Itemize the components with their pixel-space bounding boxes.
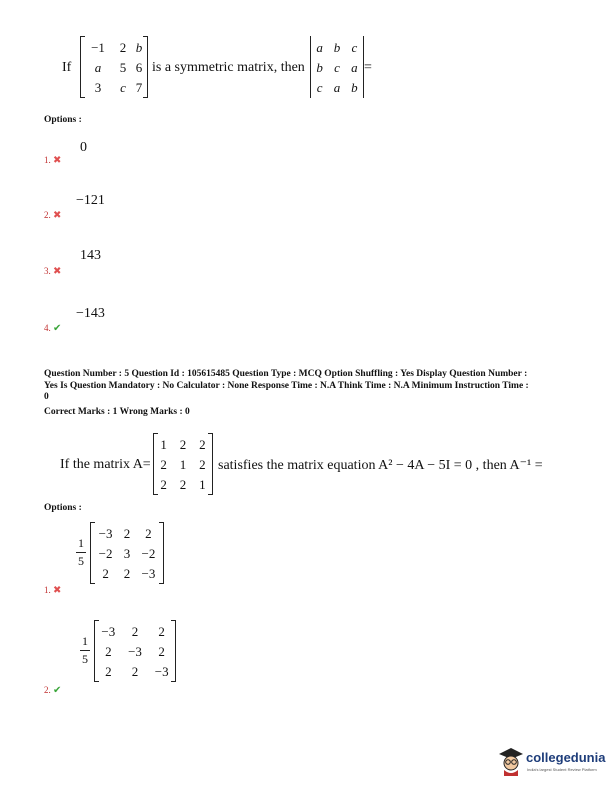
q4-matrix-cell: 5: [119, 60, 127, 75]
matrix-cell: 2: [102, 566, 109, 581]
matrix-cell: −3: [141, 566, 156, 581]
matrix-cell: 2: [158, 644, 165, 659]
q4-matrix-cell: −1: [91, 40, 105, 55]
q5-matrix-cell: 2: [179, 437, 187, 452]
det-cell: a: [333, 80, 341, 95]
q5-matrix-cell: 2: [160, 477, 167, 492]
matrix-cell: 3: [123, 546, 131, 561]
q5-option-1-matrix: [90, 522, 164, 584]
q4-option-2-number: 2. ✖: [44, 210, 62, 221]
q4-option-3-value: 143: [80, 248, 101, 263]
matrix-cell: 2: [158, 624, 165, 639]
fraction-bar: [76, 552, 86, 553]
q4-matrix-cell: 2: [119, 40, 127, 55]
q4-option-4-number: 4. ✔: [44, 323, 62, 334]
det-cell: c: [351, 40, 358, 55]
correct-icon: ✔: [53, 323, 62, 334]
q4-matrix-cell: 7: [135, 80, 143, 95]
q5-meta-line: Question Number : 5 Question Id : 105615485 Question Type : MCQ Option Shuffling : Yes Display Question Number :: [44, 369, 528, 379]
matrix-cell: 2: [105, 644, 112, 659]
q4-option-1-number: 1. ✖: [44, 155, 62, 166]
wrong-icon: ✖: [53, 585, 62, 596]
fraction-bar: [80, 650, 90, 651]
q5-marks: Correct Marks : 1 Wrong Marks : 0: [44, 407, 190, 417]
det-cell: c: [334, 60, 340, 75]
fraction-numerator: 1: [78, 536, 84, 550]
q5-options-label: Options :: [44, 503, 82, 513]
q4-equals: =: [364, 60, 372, 75]
fraction-denominator: 5: [82, 652, 88, 666]
matrix-cell: −2: [98, 546, 113, 561]
q4-matrix-cell: c: [120, 80, 126, 95]
matrix-cell: 2: [131, 664, 139, 679]
q4-matrix-cell: 6: [135, 60, 143, 75]
q4-options-label: Options :: [44, 115, 82, 125]
collegedunia-logo: [498, 746, 610, 780]
q4-prefix: If: [62, 60, 72, 75]
matrix-cell: 2: [105, 664, 112, 679]
matrix-cell: 2: [123, 566, 131, 581]
matrix-cell: −3: [128, 644, 142, 659]
wrong-icon: ✖: [53, 155, 62, 166]
wrong-icon: ✖: [53, 266, 62, 277]
q5-matrix-cell: 2: [199, 437, 206, 452]
fraction-denominator: 5: [78, 554, 84, 568]
logo-tagline: India's largest Student Review Platform: [527, 767, 597, 772]
det-cell: a: [316, 40, 323, 55]
q5-matrix-cell: 1: [160, 437, 167, 452]
q5-option-2-fraction: [80, 634, 90, 667]
q5-equation: satisfies the matrix equation A² − 4A − 5I = 0 , then A⁻¹ =: [218, 458, 543, 473]
wrong-icon: ✖: [53, 210, 62, 221]
fraction-numerator: 1: [82, 634, 88, 648]
q4-option-1-value: 0: [80, 140, 87, 155]
det-cell: b: [351, 80, 358, 95]
q4-option-3-number: 3. ✖: [44, 266, 62, 277]
q4-middle-text: is a symmetric matrix, then: [152, 60, 305, 75]
q5-meta-line: 0: [44, 392, 49, 402]
matrix-cell: −3: [101, 624, 116, 639]
matrix-cell: −3: [98, 526, 113, 541]
det-cell: c: [316, 80, 323, 95]
q4-matrix-cell: 3: [94, 80, 102, 95]
q4-determinant: [310, 36, 364, 98]
q5-option-1-fraction: [76, 536, 86, 569]
correct-icon: ✔: [53, 685, 62, 696]
matrix-cell: −3: [154, 664, 169, 679]
q5-matrix-cell: 1: [199, 477, 206, 492]
q5-matrix: [153, 433, 213, 495]
graduate-mascot-icon: [498, 746, 524, 776]
q5-option-1-number: 1. ✖: [44, 585, 62, 596]
q5-matrix-cell: 2: [160, 457, 167, 472]
det-cell: a: [351, 60, 358, 75]
logo-name: collegedunia: [526, 750, 606, 765]
matrix-cell: 2: [123, 526, 131, 541]
q5-matrix-cell: 2: [179, 477, 187, 492]
q5-option-2-number: 2. ✔: [44, 685, 62, 696]
q4-matrix: [80, 36, 148, 98]
matrix-cell: −2: [141, 546, 156, 561]
q4-matrix-cell: a: [94, 60, 102, 75]
q5-matrix-cell: 1: [179, 457, 187, 472]
q5-option-2-matrix: [94, 620, 176, 682]
q4-option-4-value: −143: [76, 306, 105, 321]
matrix-cell: 2: [145, 526, 152, 541]
det-cell: b: [316, 60, 323, 75]
q5-matrix-cell: 2: [199, 457, 206, 472]
matrix-cell: 2: [131, 624, 139, 639]
q5-meta: [44, 369, 574, 404]
q5-meta-line: Yes Is Question Mandatory : No Calculator : None Response Time : N.A Think Time : N.A Minimum Instruction Time :: [44, 380, 529, 391]
q4-option-2-value: −121: [76, 193, 105, 208]
q5-prefix: If the matrix A=: [60, 457, 151, 472]
det-cell: b: [333, 40, 341, 55]
q4-matrix-cell: b: [135, 40, 143, 55]
